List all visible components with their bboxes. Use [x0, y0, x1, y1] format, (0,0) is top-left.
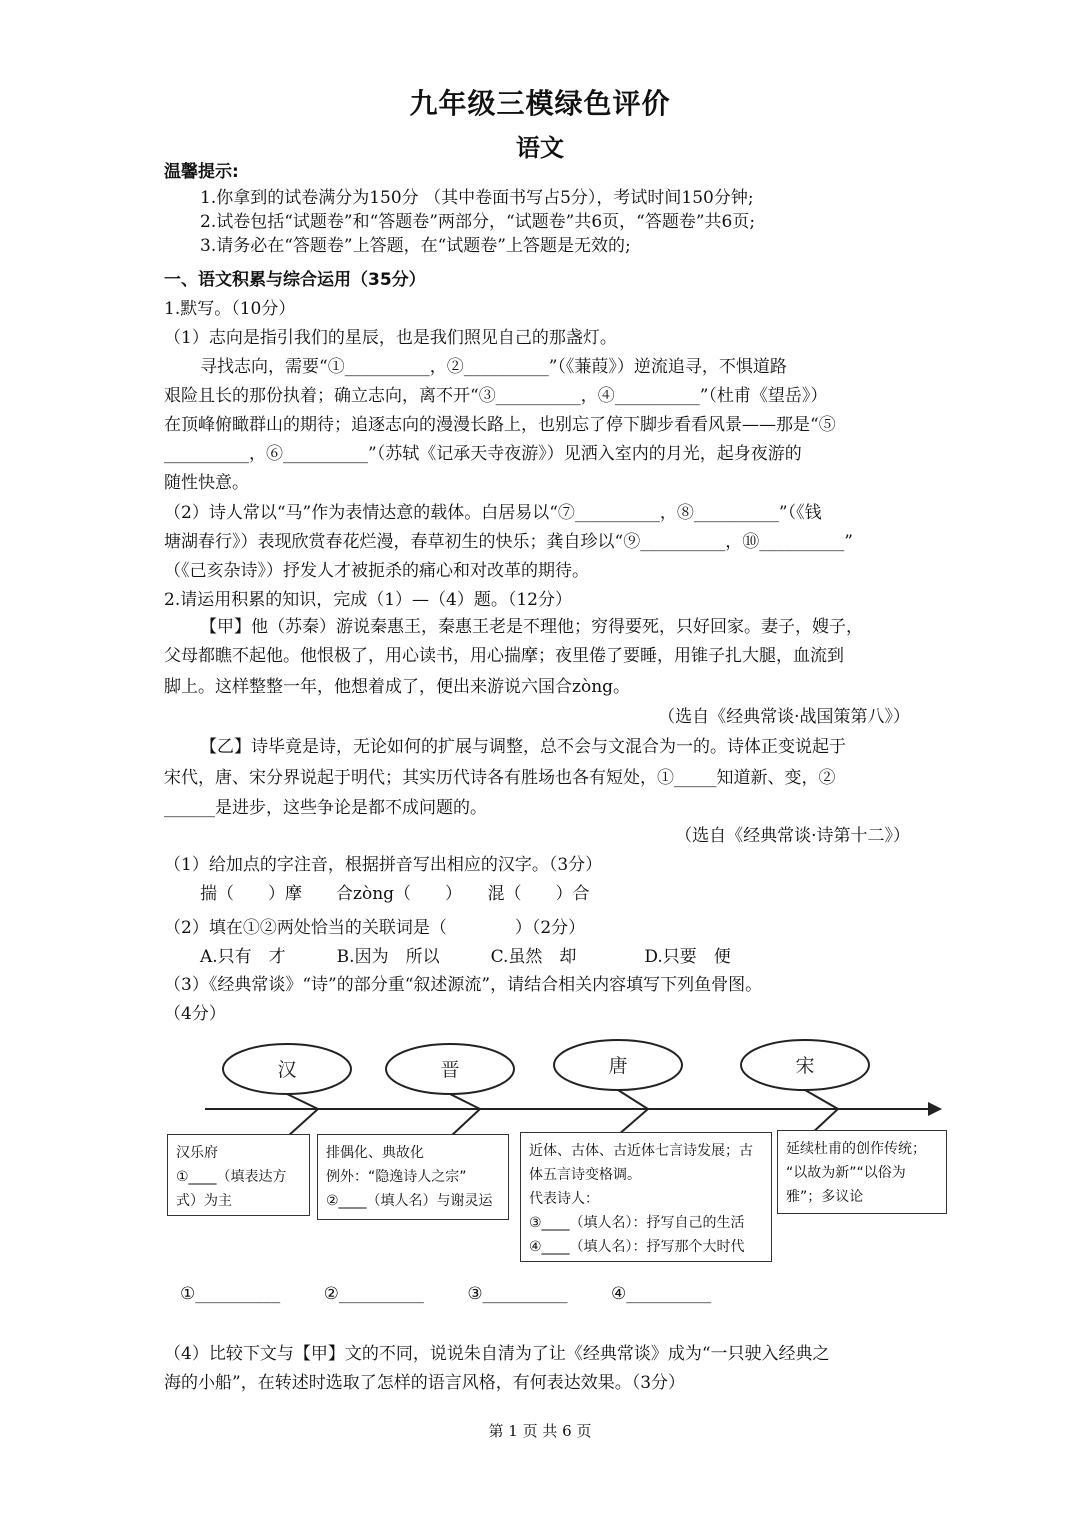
- passage-jia-source: （选自《经典常谈·战国策第八》）: [658, 707, 910, 727]
- fishbone-box-han: [167, 1134, 310, 1216]
- bone-tang: [618, 1090, 648, 1135]
- bone-han: [287, 1094, 318, 1137]
- passage-yi-line: 【乙】诗毕竟是诗，无论如何的扩展与调整，总不会与文混合为一的。诗体正变说起于: [200, 737, 846, 757]
- box-line: 排偶化、典故化: [326, 1145, 424, 1161]
- box-line: ①____（填表达方: [176, 1169, 287, 1185]
- box-line: 雅”；多议论: [786, 1189, 864, 1205]
- box-line: ③____（填人名）：抒写自己的生活: [529, 1215, 745, 1231]
- exam-subject: 语文: [516, 134, 564, 162]
- box-line: 汉乐府: [176, 1145, 218, 1161]
- q2-sub4-line: （4）比较下文与【甲】文的不同，说说朱自清为了让《经典常谈》成为“一只驶入经典之: [164, 1344, 830, 1364]
- q2-sub3-line: （4分）: [164, 1004, 226, 1024]
- q1-title: 1.默写。（10分）: [164, 299, 296, 319]
- passage-jia-line: 【甲】他（苏秦）游说秦惠王，秦惠王老是不理他；穷得要死，只好回家。妻子，嫂子，: [200, 617, 863, 637]
- bone-jin: [450, 1094, 480, 1137]
- q1-part1-line: 随性快意。: [164, 473, 249, 493]
- q2-sub1: （1）给加点的字注音，根据拼音写出相应的汉字。（3分）: [164, 855, 603, 875]
- q2-sub2: （2）填在①②两处恰当的关联词是（ ）（2分）: [164, 918, 586, 938]
- fishbone-answer-blanks: [180, 1284, 749, 1304]
- q1-part1-line: 寻找志向，需要“①__________，②__________”（《蒹葭》）逆流追寻，不惧道路: [200, 357, 787, 377]
- box-line: ②____（填人名）与谢灵运: [326, 1193, 493, 1209]
- passage-yi-line: ______是进步，这些争论是都不成问题的。: [164, 798, 487, 818]
- fishbone-box-song: [777, 1130, 947, 1214]
- era-label-jin: 晋: [440, 1059, 460, 1081]
- tip-item-3: 3.请务必在“答题卷”上答题，在“试题卷”上答题是无效的;: [200, 236, 631, 256]
- passage-jia-line: 父母都瞧不起他。他恨极了，用心读书，用心揣摩；夜里倦了要睡，用锥子扎大腿，血流到: [164, 646, 844, 666]
- q1-part1-line: 在顶峰俯瞰群山的期待；追逐志向的漫漫长路上，也别忘了停下脚步看看风景——那是“⑤: [164, 415, 836, 435]
- box-line: “以故为新”“以俗为: [786, 1165, 906, 1181]
- tips-heading: 温馨提示:: [164, 162, 239, 182]
- box-line: 例外：“隐逸诗人之宗”: [326, 1169, 467, 1185]
- q1-part1-line: 艰险且长的那份执着；确立志向，离不开“③__________，④__________”（杜甫《望岳》）: [164, 386, 828, 406]
- section-1-heading: 一、语文积累与综合运用（35分）: [164, 270, 426, 290]
- exam-title: 九年级三模绿色评价: [409, 87, 671, 120]
- era-label-han: 汉: [277, 1059, 297, 1081]
- q1-part1-lead: （1）志向是指引我们的星辰，也是我们照见自己的那盏灯。: [164, 328, 617, 348]
- q2-title: 2.请运用积累的知识，完成（1）—（4）题。（12分）: [164, 590, 572, 610]
- q1-part2-line: （《己亥杂诗》）抒发人才被扼杀的痛心和对改革的期待。: [164, 561, 589, 581]
- bone-song: [805, 1090, 838, 1135]
- fishbone-box-tang: [520, 1132, 772, 1262]
- era-label-tang: 唐: [608, 1055, 628, 1077]
- answer-blank-3[interactable]: ③__________: [467, 1284, 568, 1304]
- passage-jia-line: 脚上。这样整整一年，他想着成了，便出来游说六国合zòng。: [164, 677, 631, 697]
- passage-yi-source: （选自《经典常谈·诗第十二》）: [675, 826, 910, 846]
- answer-blank-2[interactable]: ②__________: [323, 1284, 424, 1304]
- q1-part1-line: __________，⑥__________”（苏轼《记承天寺夜游》）见洒入室内的月光，起身夜游的: [164, 444, 802, 464]
- q2-sub4-line: 海的小船”，在转述时选取了怎样的语言风格，有何表达效果。（3分）: [164, 1373, 686, 1393]
- q2-sub2-options: A.只有 才 B.因为 所以 C.虽然 却 D.只要 便: [200, 947, 731, 967]
- answer-blank-1[interactable]: ①__________: [180, 1284, 281, 1304]
- answer-blank-4[interactable]: ④__________: [610, 1284, 712, 1304]
- box-line: 延续杜甫的创作传统；: [786, 1141, 926, 1157]
- box-line: 式）为主: [176, 1193, 232, 1209]
- tip-item-2: 2.试卷包括“试题卷”和“答题卷”两部分，“试题卷”共6页，“答题卷”共6页;: [200, 212, 756, 232]
- q1-part2-line: 塘湖春行》）表现欣赏春花烂漫，春草初生的快乐；龚自珍以“⑨__________，⑩__________”: [164, 532, 853, 552]
- page-footer: 第 1 页 共 6 页: [488, 1422, 592, 1440]
- tip-item-1: 1.你拿到的试卷满分为150分 （其中卷面书写占5分），考试时间150分钟;: [200, 188, 754, 208]
- era-label-song: 宋: [795, 1055, 815, 1077]
- q1-part2-line: （2）诗人常以“马”作为表情达意的载体。白居易以“⑦__________，⑧__________”（《钱: [164, 503, 822, 523]
- fishbone-box-jin: [317, 1134, 509, 1220]
- q2-sub1-items: 揣（ ）摩 合zòng（ ） 混（ ）合: [200, 884, 590, 904]
- q2-sub3-line: （3）《经典常谈》“诗”的部分重“叙述源流”，请结合相关内容填写下列鱼骨图。: [164, 975, 763, 995]
- box-line: ④____（填人名）：抒写那个大时代: [529, 1239, 745, 1255]
- passage-yi-line: 宋代，唐、宋分界说起于明代；其实历代诗各有胜场也各有短处，①_____知道新、变，②: [164, 768, 836, 788]
- arrow-head-icon: [928, 1102, 942, 1116]
- box-line: 体五言诗变格调。: [529, 1167, 641, 1183]
- box-line: 代表诗人：: [529, 1191, 599, 1207]
- box-line: 近体、古体、古近体七言诗发展；古: [529, 1143, 753, 1159]
